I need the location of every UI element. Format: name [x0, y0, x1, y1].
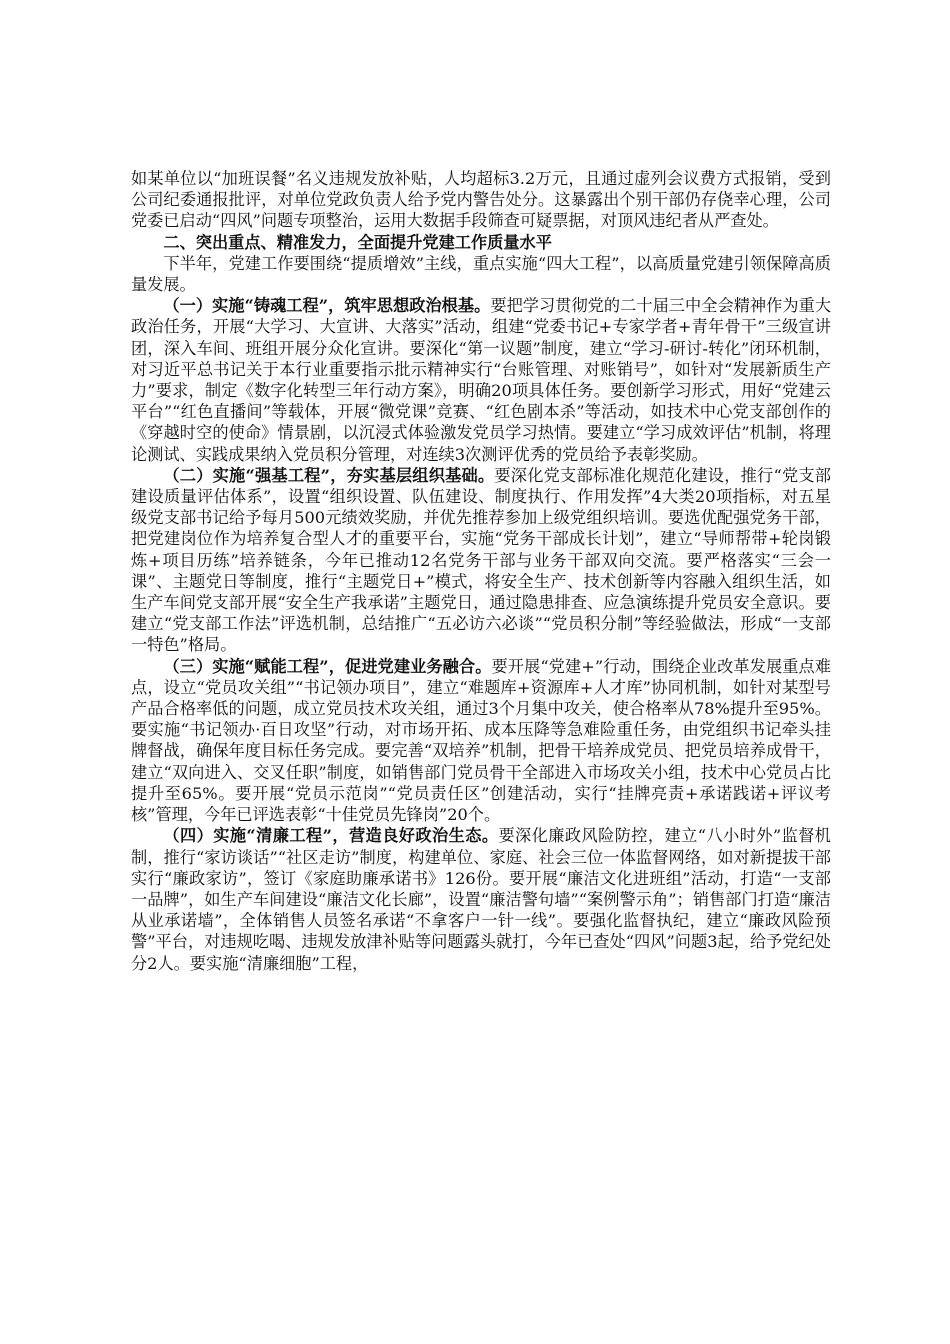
- paragraph-foundation-project: [131, 465, 831, 656]
- subsection-lead-2: （二）实施“强基工程”，夯实基层组织基础。: [163, 465, 495, 485]
- subsection-body-4: 要深化廉政风险防控，建立“八小时外”监督机制，推行“家访谈话”“社区走访”制度，构建单位、家庭、社会三位一体监督网络，如对新提拔干部实行“廉政家访”，签订《家庭助廉承诺书》126份。要开展“廉洁文化进班组”活动，打造“一支部一品牌”，如生产车间建设“廉洁文化长廊”，设置“廉洁警句墙”“案例警示角”；销售部门打造“廉洁从业承诺墙”，全体销售人员签名承诺“不拿客户一针一线”。要强化监督执纪，建立“廉政风险预警”平台，对违规吃喝、违规发放津补贴等问题露头就打，今年已查处“四风”问题3起，给予党纪处分2人。要实施“清廉细胞”工程，: [131, 826, 831, 973]
- section-heading: 二、突出重点、精准发力，全面提升党建工作质量水平: [163, 232, 552, 252]
- document-page: [131, 168, 831, 974]
- subsection-body-3: 要开展“党建+”行动，围绕企业改革发展重点难点，设立“党员攻关组”“书记领办项目”，建立“难题库+资源库+人才库”协同机制，如针对某型号产品合格率低的问题，成立党员技术攻关组，通过3个月集中攻关，使合格率从78%提升至95%。要实施“书记领办·百日攻坚”行动，对市场开拓、成本压降等急难险重任务，由党组织书记牵头挂牌督战，确保年度目标任务完成。要完善“双培养”机制，把骨干培养成党员、把党员培养成骨干，建立“双向进入、交叉任职”制度，如销售部门党员骨干全部进入市场攻关小组，技术中心党员占比提升至65%。要开展“党员示范岗”“党员责任区”创建活动，实行“挂牌亮责+承诺践诺+评议考核”管理，今年已评选表彰“十佳党员先锋岗”20个。: [131, 656, 831, 825]
- subsection-lead-4: （四）实施“清廉工程”，营造良好政治生态。: [163, 826, 499, 846]
- subsection-lead-1: （一）实施“铸魂工程”，筑牢思想政治根基。: [163, 296, 491, 316]
- subsection-lead-3: （三）实施“赋能工程”，促进党建业务融合。: [163, 656, 492, 676]
- paragraph-soul-project: [131, 295, 831, 465]
- subsection-body-1: 要把学习贯彻党的二十届三中全会精神作为重大政治任务，开展“大学习、大宣讲、大落实”活动，组建“党委书记+专家学者+青年骨干”三级宣讲团，深入车间、班组开展分众化宣讲。要深化“第一议题”制度，建立“学习-研讨-转化”闭环机制，对习近平总书记关于本行业重要指示批示精神实行“台账管理、对账销号”，如针对“发展新质生产力”要求，制定《数字化转型三年行动方案》，明确20项具体任务。要创新学习形式，用好“党建云平台”“红色直播间”等载体，开展“微党课”竞赛、“红色剧本杀”等活动，如技术中心党支部创作的《穿越时空的使命》情景剧，以沉浸式体验激发党员学习热情。要建立“学习成效评估”机制，将理论测试、实践成果纳入党员积分管理，对连续3次测评优秀的党员给予表彰奖励。: [131, 296, 832, 464]
- subsection-body-2: 要深化党支部标准化规范化建设，推行“党支部建设质量评估体系”，设置“组织设置、队伍建设、制度执行、作用发挥”4大类20项指标，对五星级党支部书记给予每月500元绩效奖励，并优先推荐参加上级党组织培训。要选优配强党务干部，把党建岗位作为培养复合型人才的重要平台，实施“党务干部成长计划”，建立“导师帮带+轮岗锻炼+项目历练”培养链条，今年已推动12名党务干部与业务干部双向交流。要严格落实“三会一课”、主题党日等制度，推行“主题党日+”模式，将安全生产、技术创新等内容融入组织生活，如生产车间党支部开展“安全生产我承诺”主题党日，通过隐患排查、应急演练提升党员安全意识。要建立“党支部工作法”评选机制，总结推广“五必访六必谈”“党员积分制”等经验做法，形成“一支部一特色”格局。: [131, 465, 831, 655]
- paragraph-overview: 下半年，党建工作要围绕“提质增效”主线，重点实施“四大工程”，以高质量党建引领保障高质量发展。: [131, 253, 831, 295]
- paragraph-empower-project: [131, 656, 831, 826]
- paragraph-integrity-project: [131, 825, 831, 973]
- paragraph-intro-continuation: 如某单位以“加班误餐”名义违规发放补贴，人均超标3.2万元，且通过虚列会议费方式报销，受到公司纪委通报批评，对单位党政负责人给予党内警告处分。这暴露出个别干部仍存侥幸心理，公司党委已启动“四风”问题专项整治，运用大数据手段筛查可疑票据，对顶风违纪者从严查处。: [131, 169, 831, 231]
